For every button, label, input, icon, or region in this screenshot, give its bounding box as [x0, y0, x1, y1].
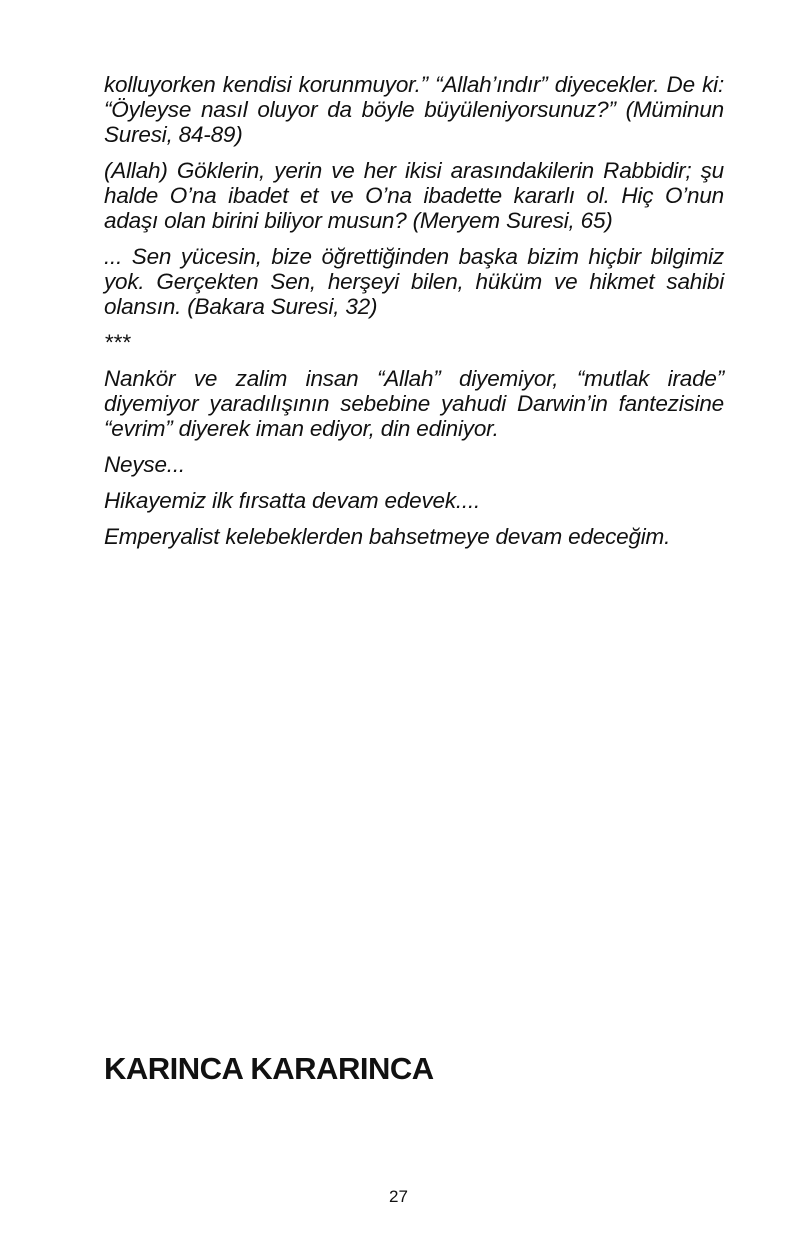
paragraph-bakara-quote: ... Sen yücesin, bize öğrettiğinden başka bizim hiçbir bilgimiz yok. Gerçekten Sen, herşeyi bilen, hüküm ve hikmet sahibi olansın. (Bakara Suresi, 32): [104, 244, 724, 319]
page-number: 27: [389, 1187, 408, 1206]
chapter-heading: KARINCA KARARINCA: [104, 1051, 434, 1086]
paragraph-nankor: Nankör ve zalim insan “Allah” diyemiyor, “mutlak irade” diyemiyor yaradılışının sebebine yahudi Darwin’in fantezisine “evrim” diyerek iman ediyor, din ediniyor.: [104, 366, 724, 441]
section-separator: ***: [104, 330, 131, 355]
paragraph-meryem-quote: (Allah) Göklerin, yerin ve her ikisi arasındakilerin Rabbidir; şu halde O’na ibadet et ve O’na ibadette kararlı ol. Hiç O’nun adaşı olan birini biliyor musun? (Meryem Suresi, 65): [104, 158, 724, 233]
paragraph-emperyalist: Emperyalist kelebeklerden bahsetmeye devam edeceğim.: [104, 524, 671, 549]
paragraph-hikayemiz: Hikayemiz ilk fırsatta devam edevek....: [104, 488, 481, 513]
paragraph-muminun-quote: kolluyorken kendisi korunmuyor.” “Allah’ındır” diyecekler. De ki: “Öyleyse nasıl oluyor da böyle büyüleniyorsunuz?” (Müminun Suresi, 84-89): [104, 72, 724, 147]
body-text: [104, 72, 724, 560]
paragraph-neyse: Neyse...: [104, 452, 185, 477]
